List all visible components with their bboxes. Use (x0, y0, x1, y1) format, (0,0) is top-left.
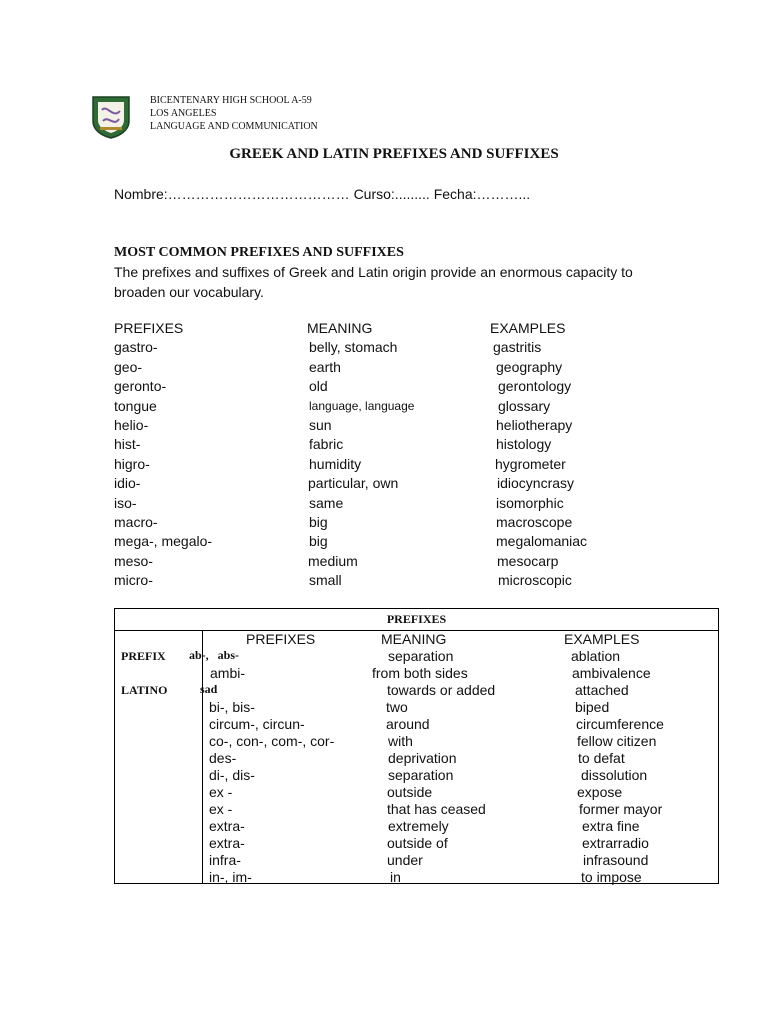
list-item (0, 456, 768, 475)
example-cell: expose (577, 784, 623, 800)
example-cell: to impose (581, 869, 642, 885)
table-header-meaning: MEANING (381, 631, 447, 647)
intro-paragraph: The prefixes and suffixes of Greek and Latin origin provide an enormous capacity to broaden our vocabulary. (114, 264, 633, 300)
meaning-cell: medium (308, 552, 358, 569)
prefix-cell: iso- (114, 494, 137, 511)
greek-prefix-list (0, 320, 768, 591)
prefix-cell: circum-, circun- (209, 716, 305, 732)
meaning-cell: deprivation (388, 750, 457, 766)
example-cell: fellow citizen (577, 733, 657, 749)
prefix-cell: des- (209, 750, 237, 766)
example-cell: extrarradio (582, 835, 649, 851)
table-row (115, 835, 718, 852)
example-cell: infrasound (583, 852, 649, 868)
example-cell: macroscope (496, 513, 573, 530)
list-item (0, 514, 768, 533)
prefix-cell: di-, dis- (209, 767, 255, 783)
example-cell: isomorphic (496, 494, 564, 511)
section-heading: MOST COMMON PREFIXES AND SUFFIXES (114, 245, 404, 260)
meaning-cell: towards or added (387, 682, 496, 698)
prefix-cell: ab-, abs- (189, 648, 240, 662)
prefix-cell: gastro- (114, 339, 158, 356)
list-item (0, 475, 768, 494)
prefix-cell: infra- (209, 852, 241, 868)
meaning-cell: separation (388, 767, 454, 783)
example-cell: histology (496, 436, 552, 453)
prefix-cell: geronto- (114, 378, 167, 395)
prefix-cell: meso- (114, 552, 153, 569)
side-label-latino: LATINO (121, 683, 168, 697)
prefix-cell: bi-, bis- (209, 699, 255, 715)
prefix-cell: geo- (114, 358, 143, 375)
list-item (0, 533, 768, 552)
example-cell: mesocarp (497, 552, 559, 569)
meaning-cell: language, language (309, 398, 415, 413)
list-item (0, 436, 768, 455)
meaning-cell: big (309, 513, 328, 530)
meaning-cell: two (386, 699, 408, 715)
example-cell: heliotherapy (496, 416, 573, 433)
table-header-prefixes: PREFIXES (246, 631, 316, 647)
meaning-cell: small (309, 572, 342, 589)
prefix-cell: micro- (114, 572, 153, 589)
prefix-cell: co-, con-, com-, cor- (209, 733, 335, 749)
prefix-cell: ambi- (210, 665, 246, 681)
list-item (0, 339, 768, 358)
list-item (0, 495, 768, 514)
list-item (0, 398, 768, 417)
prefix-cell: ex - (209, 784, 233, 800)
header-prefixes: PREFIXES (114, 320, 184, 336)
example-cell: ablation (571, 648, 621, 664)
meaning-cell: from both sides (372, 665, 468, 681)
example-cell: geography (496, 358, 563, 375)
prefix-cell: in-, im- (209, 869, 252, 885)
latin-prefix-table (114, 608, 719, 884)
example-cell: former mayor (579, 801, 663, 817)
meaning-cell: that has ceased (387, 801, 486, 817)
prefix-cell: extra- (209, 818, 245, 834)
meaning-cell: particular, own (308, 475, 399, 492)
school-info (150, 94, 318, 133)
table-row (115, 682, 718, 699)
school-city: LOS ANGELES (150, 108, 217, 119)
meaning-cell: earth (309, 358, 341, 375)
prefix-cell: tongue (114, 397, 157, 414)
meaning-cell: separation (388, 648, 454, 664)
table-row (115, 767, 718, 784)
example-cell: gastritis (493, 339, 542, 356)
meaning-cell: in (390, 869, 401, 885)
prefix-cell: hist- (114, 436, 141, 453)
list-header-row (0, 320, 768, 339)
table-caption: PREFIXES (115, 609, 718, 631)
list-item (0, 417, 768, 436)
example-cell: gerontology (498, 378, 572, 395)
prefix-cell: extra- (209, 835, 245, 851)
meaning-cell: under (387, 852, 423, 868)
school-subject: LANGUAGE AND COMMUNICATION (150, 121, 318, 132)
example-cell: circumference (576, 716, 664, 732)
meaning-cell: outside (387, 784, 433, 800)
example-cell: megalomaniac (496, 533, 588, 550)
example-cell: glossary (498, 397, 551, 414)
table-row (115, 716, 718, 733)
table-row (115, 869, 718, 886)
meaning-cell: same (309, 494, 344, 511)
example-cell: hygrometer (495, 455, 566, 472)
list-item (0, 572, 768, 591)
table-row (115, 750, 718, 767)
example-cell: idiocyncrasy (497, 475, 575, 492)
table-row (115, 801, 718, 818)
prefix-cell: sad (200, 682, 218, 696)
meaning-cell: big (309, 533, 328, 550)
table-row (115, 648, 718, 665)
side-label-prefix: PREFIX (121, 649, 166, 663)
table-row (115, 699, 718, 716)
header-examples: EXAMPLES (490, 320, 566, 336)
example-cell: to defat (578, 750, 625, 766)
page-title: GREEK AND LATIN PREFIXES AND SUFFIXES (229, 146, 559, 162)
table-row (115, 665, 718, 682)
example-cell: extra fine (582, 818, 640, 834)
list-item (0, 359, 768, 378)
table-row (115, 818, 718, 835)
example-cell: ambivalence (572, 665, 651, 681)
header-meaning: MEANING (307, 320, 373, 336)
meaning-cell: humidity (309, 455, 362, 472)
table-row (115, 852, 718, 869)
meaning-cell: sun (309, 416, 332, 433)
prefix-cell: idio- (114, 475, 141, 492)
prefix-cell: mega-, megalo- (114, 533, 213, 550)
meaning-cell: fabric (309, 436, 344, 453)
example-cell: attached (575, 682, 629, 698)
table-header-examples: EXAMPLES (564, 631, 640, 647)
meaning-cell: around (386, 716, 430, 732)
school-name: BICENTENARY HIGH SCHOOL A-59 (150, 95, 312, 106)
prefix-cell: higro- (114, 455, 150, 472)
meaning-cell: outside of (387, 835, 448, 851)
list-item (0, 553, 768, 572)
meaning-cell: extremely (388, 818, 449, 834)
prefix-cell: helio- (114, 416, 149, 433)
prefix-cell: macro- (114, 513, 158, 530)
example-cell: dissolution (581, 767, 648, 783)
example-cell: microscopic (498, 572, 572, 589)
table-row (115, 733, 718, 750)
meaning-cell: belly, stomach (309, 339, 398, 356)
school-crest-icon (91, 95, 131, 139)
meaning-cell: old (309, 378, 328, 395)
meaning-cell: with (388, 733, 413, 749)
prefix-cell: ex - (209, 801, 233, 817)
example-cell: biped (575, 699, 610, 715)
student-form-line: Nombre:………………………………… Curso:......... Fecha:………... (114, 186, 531, 202)
table-header-row (115, 631, 718, 648)
list-item (0, 378, 768, 397)
table-row (115, 784, 718, 801)
